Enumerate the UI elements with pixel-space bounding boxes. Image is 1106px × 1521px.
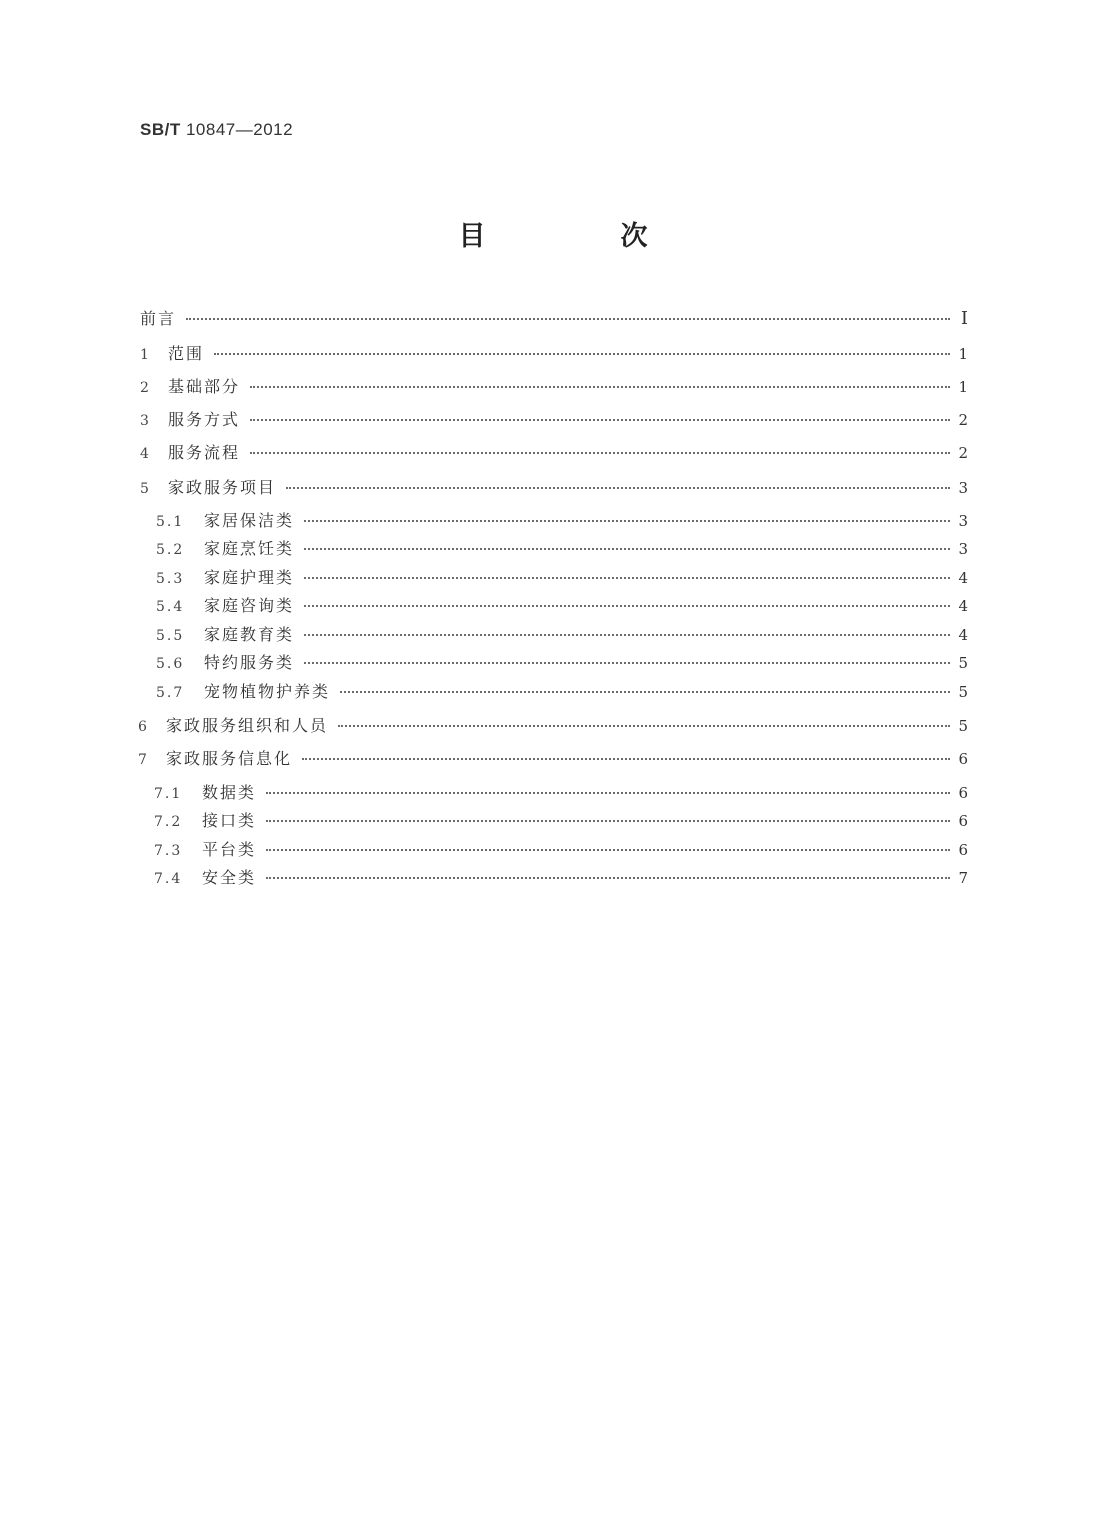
toc-leader-dots: [266, 849, 950, 851]
toc-entry-4[interactable]: [140, 440, 968, 463]
toc-entry-number: 5.5: [156, 628, 185, 644]
toc-entry-label: 服务方式: [168, 410, 241, 429]
toc-entry-5-1[interactable]: [156, 508, 968, 531]
toc-leader-dots: [304, 662, 950, 664]
toc-title: 目 次: [458, 221, 702, 252]
toc-entry-label: 平台类: [202, 840, 257, 859]
standard-code: SB/T: [140, 120, 181, 139]
toc-entry-number: 7.2: [154, 814, 183, 830]
toc-entry-6[interactable]: [138, 713, 968, 736]
toc-entry-page: 1: [958, 345, 968, 363]
toc-entry-label: 数据类: [202, 783, 257, 802]
toc-entry-label: 家政服务项目: [168, 478, 277, 497]
toc-leader-dots: [304, 577, 950, 579]
toc-entry-page: 3: [958, 479, 968, 497]
toc-leader-dots: [340, 691, 950, 693]
toc-entry-label: 家庭教育类: [204, 625, 295, 644]
toc-entry-5-6[interactable]: [156, 650, 968, 673]
standard-number-value: 10847—2012: [185, 120, 294, 139]
toc-entry-label: 家庭烹饪类: [204, 539, 295, 558]
toc-entry-number: 7.3: [154, 843, 183, 859]
toc-leader-dots: [266, 877, 950, 879]
toc-entry-label: 安全类: [202, 868, 257, 887]
toc-entry-number: 5.1: [156, 514, 185, 530]
toc-leader-dots: [304, 548, 950, 550]
toc-entry-label: 家庭护理类: [204, 568, 295, 587]
toc-entry-label: 范围: [168, 344, 205, 363]
toc-entry-foreword[interactable]: [140, 306, 968, 329]
toc-entry-page: 4: [958, 597, 968, 615]
toc-entry-label: 家居保洁类: [204, 511, 295, 530]
toc-entry-number: 7: [138, 752, 149, 768]
toc-leader-dots: [266, 792, 950, 794]
toc-entry-label: 家政服务组织和人员: [166, 716, 329, 735]
toc-entry-2[interactable]: [140, 374, 968, 397]
toc-entry-label: 家政服务信息化: [166, 749, 293, 768]
toc-entry-number: 7.4: [154, 871, 183, 887]
toc-leader-dots: [186, 318, 950, 320]
toc-entry-3[interactable]: [140, 407, 968, 430]
toc-leader-dots: [266, 820, 950, 822]
toc-entry-page: 6: [958, 841, 968, 859]
toc-entry-number: 5.3: [156, 571, 185, 587]
toc-entry-label: 接口类: [202, 811, 257, 830]
toc-entry-number: 5: [140, 481, 151, 497]
toc-leader-dots: [250, 452, 950, 454]
toc-entry-5[interactable]: [140, 475, 968, 498]
toc-entry-page: 5: [958, 683, 968, 701]
toc-entry-number: 5.7: [156, 685, 185, 701]
toc-leader-dots: [302, 758, 950, 760]
toc-entry-page: 2: [958, 411, 968, 429]
toc-entry-label: 基础部分: [168, 377, 241, 396]
toc-entry-1[interactable]: [140, 341, 968, 364]
toc-entry-number: 1: [140, 347, 151, 363]
toc-entry-page: 4: [958, 569, 968, 587]
toc-entry-label: 宠物植物护养类: [204, 682, 331, 701]
toc-leader-dots: [214, 353, 950, 355]
toc-entry-page: 5: [958, 717, 968, 735]
toc-entry-number: 6: [138, 719, 149, 735]
toc-leader-dots: [286, 487, 950, 489]
toc-entry-5-2[interactable]: [156, 536, 968, 559]
toc-entry-7-2[interactable]: [154, 808, 968, 831]
toc-entry-7-3[interactable]: [154, 837, 968, 860]
toc-leader-dots: [250, 386, 950, 388]
toc-entry-5-5[interactable]: [156, 622, 968, 645]
toc-entry-label: 特约服务类: [204, 653, 295, 672]
toc-entry-number: 5.4: [156, 599, 185, 615]
toc-entry-number: 5.6: [156, 656, 185, 672]
toc-entry-number: 3: [140, 413, 151, 429]
toc-entry-number: 7.1: [154, 786, 183, 802]
toc-entry-page: 5: [958, 654, 968, 672]
toc-entry-label: 服务流程: [168, 443, 241, 462]
toc-entry-7[interactable]: [138, 746, 968, 769]
toc-entry-label: 家庭咨询类: [204, 596, 295, 615]
toc-entry-page: 3: [958, 540, 968, 558]
toc-entry-page: 6: [958, 784, 968, 802]
toc-leader-dots: [304, 634, 950, 636]
toc-entry-5-3[interactable]: [156, 565, 968, 588]
toc-entry-page: 4: [958, 626, 968, 644]
toc-entry-page: Ⅰ: [960, 308, 968, 329]
toc-entry-5-7[interactable]: [156, 679, 968, 702]
toc-entry-number: 2: [140, 380, 151, 396]
toc-entry-5-4[interactable]: [156, 593, 968, 616]
toc-entry-7-4[interactable]: [154, 865, 968, 888]
toc-entry-page: 3: [958, 512, 968, 530]
toc-leader-dots: [304, 605, 950, 607]
toc-entry-page: 6: [958, 812, 968, 830]
toc-entry-label: 前言: [140, 309, 177, 328]
toc-entry-page: 2: [958, 444, 968, 462]
toc-entry-number: 4: [140, 446, 151, 462]
toc-entry-page: 6: [958, 750, 968, 768]
toc-leader-dots: [338, 725, 950, 727]
toc-leader-dots: [304, 520, 950, 522]
toc-entry-7-1[interactable]: [154, 780, 968, 803]
toc-entry-page: 7: [958, 869, 968, 887]
toc-entry-page: 1: [958, 378, 968, 396]
toc-entry-number: 5.2: [156, 542, 185, 558]
toc-leader-dots: [250, 419, 950, 421]
